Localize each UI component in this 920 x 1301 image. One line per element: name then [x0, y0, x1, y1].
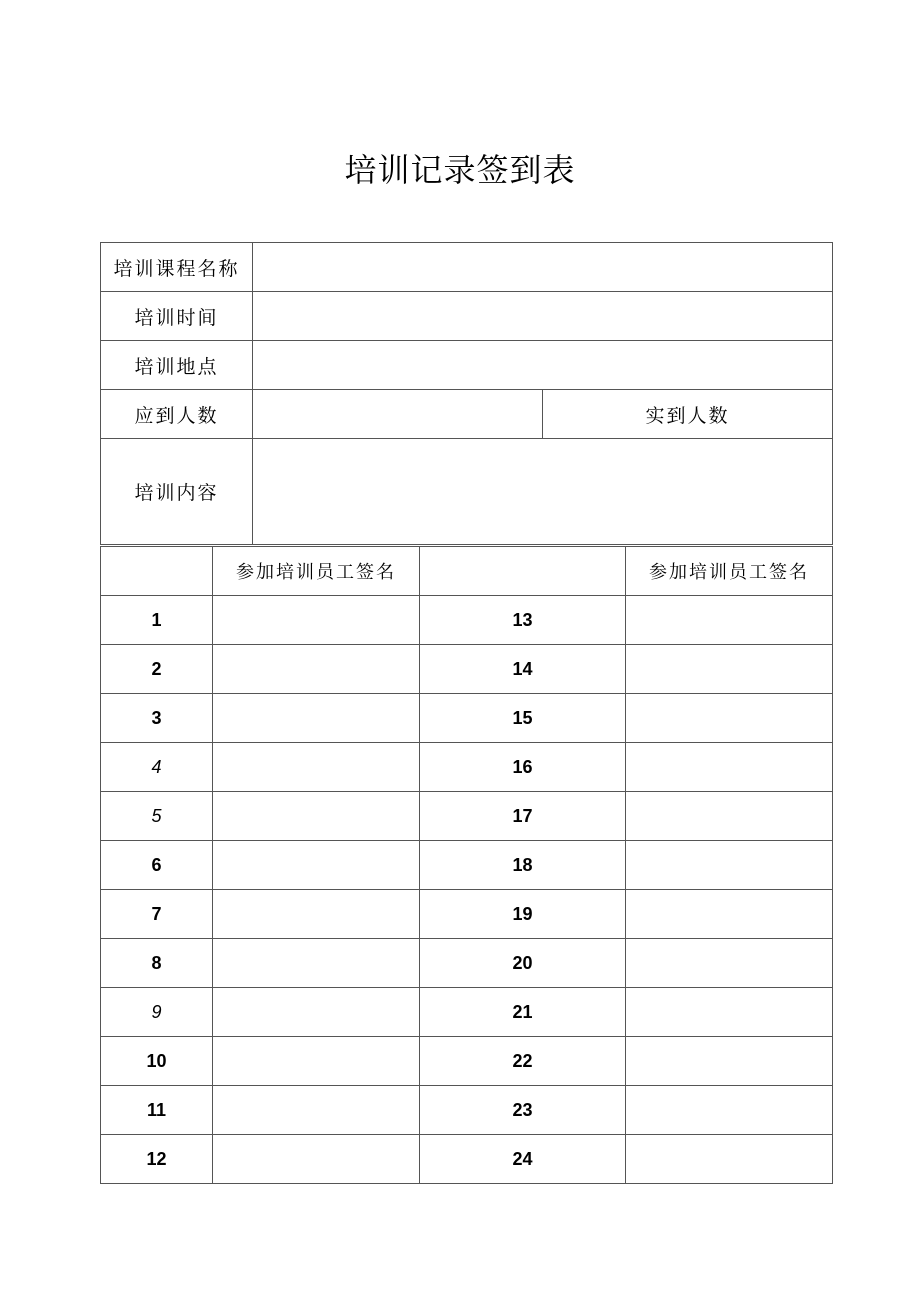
signature-cell-right[interactable]: [626, 890, 833, 939]
course-name-field[interactable]: [253, 243, 833, 292]
table-row: [101, 743, 833, 792]
table-row: [101, 890, 833, 939]
signature-cell-left[interactable]: [213, 890, 420, 939]
signature-cell-right[interactable]: [626, 939, 833, 988]
signature-cell-right[interactable]: [626, 792, 833, 841]
row-number-left: 10: [101, 1037, 213, 1086]
row-number-left: 7: [101, 890, 213, 939]
row-number-left: 4: [101, 743, 213, 792]
training-content-field[interactable]: [253, 439, 833, 545]
signature-cell-left[interactable]: [213, 645, 420, 694]
training-time-field[interactable]: [253, 292, 833, 341]
table-row: [101, 841, 833, 890]
signature-cell-right[interactable]: [626, 988, 833, 1037]
row-number-left: 5: [101, 792, 213, 841]
actual-attendance-label: 实到人数: [645, 404, 730, 427]
course-name-label: 培训课程名称: [101, 243, 253, 292]
row-number-right: 16: [420, 743, 626, 792]
signature-cell-right[interactable]: [626, 1037, 833, 1086]
row-number-right: 24: [420, 1135, 626, 1184]
table-row: [101, 988, 833, 1037]
table-row: [101, 1135, 833, 1184]
row-number-right: 17: [420, 792, 626, 841]
row-number-right: 13: [420, 596, 626, 645]
actual-attendance-cell[interactable]: [543, 390, 833, 439]
row-number-left: 1: [101, 596, 213, 645]
row-number-right: 22: [420, 1037, 626, 1086]
table-row: [101, 596, 833, 645]
training-info-table: [100, 242, 833, 545]
table-row: [101, 1037, 833, 1086]
signature-header-right: 参加培训员工签名: [626, 547, 833, 596]
table-row: [101, 1086, 833, 1135]
row-number-right: 21: [420, 988, 626, 1037]
signature-cell-right[interactable]: [626, 694, 833, 743]
signature-cell-left[interactable]: [213, 743, 420, 792]
signature-cell-left[interactable]: [213, 1135, 420, 1184]
signature-header-left: 参加培训员工签名: [213, 547, 420, 596]
training-location-field[interactable]: [253, 341, 833, 390]
row-number-right: 18: [420, 841, 626, 890]
row-number-right: 14: [420, 645, 626, 694]
roster-header-number-right: [420, 547, 626, 596]
row-number-left: 11: [101, 1086, 213, 1135]
signature-cell-right[interactable]: [626, 743, 833, 792]
signature-cell-left[interactable]: [213, 988, 420, 1037]
row-number-right: 20: [420, 939, 626, 988]
signature-cell-right[interactable]: [626, 596, 833, 645]
signature-cell-right[interactable]: [626, 841, 833, 890]
signature-cell-right[interactable]: [626, 1135, 833, 1184]
row-number-right: 23: [420, 1086, 626, 1135]
row-number-left: 9: [101, 988, 213, 1037]
expected-attendance-field[interactable]: [253, 390, 543, 439]
table-row: [101, 694, 833, 743]
signature-cell-left[interactable]: [213, 792, 420, 841]
signature-cell-left[interactable]: [213, 841, 420, 890]
signature-cell-left[interactable]: [213, 1037, 420, 1086]
row-number-left: 3: [101, 694, 213, 743]
signature-cell-left[interactable]: [213, 1086, 420, 1135]
row-number-left: 8: [101, 939, 213, 988]
table-row: [101, 792, 833, 841]
row-number-right: 15: [420, 694, 626, 743]
training-time-label: 培训时间: [101, 292, 253, 341]
signature-cell-right[interactable]: [626, 645, 833, 694]
signature-cell-left[interactable]: [213, 939, 420, 988]
row-number-left: 12: [101, 1135, 213, 1184]
page-title: 培训记录签到表: [344, 151, 576, 189]
row-number-right: 19: [420, 890, 626, 939]
training-location-label: 培训地点: [101, 341, 253, 390]
roster-header-number-left: [101, 547, 213, 596]
signature-roster-table: [100, 546, 833, 1184]
row-number-left: 2: [101, 645, 213, 694]
training-content-label: 培训内容: [101, 439, 253, 545]
signature-cell-left[interactable]: [213, 694, 420, 743]
expected-attendance-label: 应到人数: [101, 390, 253, 439]
signature-cell-right[interactable]: [626, 1086, 833, 1135]
table-row: [101, 645, 833, 694]
signature-cell-left[interactable]: [213, 596, 420, 645]
table-row: [101, 939, 833, 988]
row-number-left: 6: [101, 841, 213, 890]
roster-header-row: [101, 547, 833, 596]
